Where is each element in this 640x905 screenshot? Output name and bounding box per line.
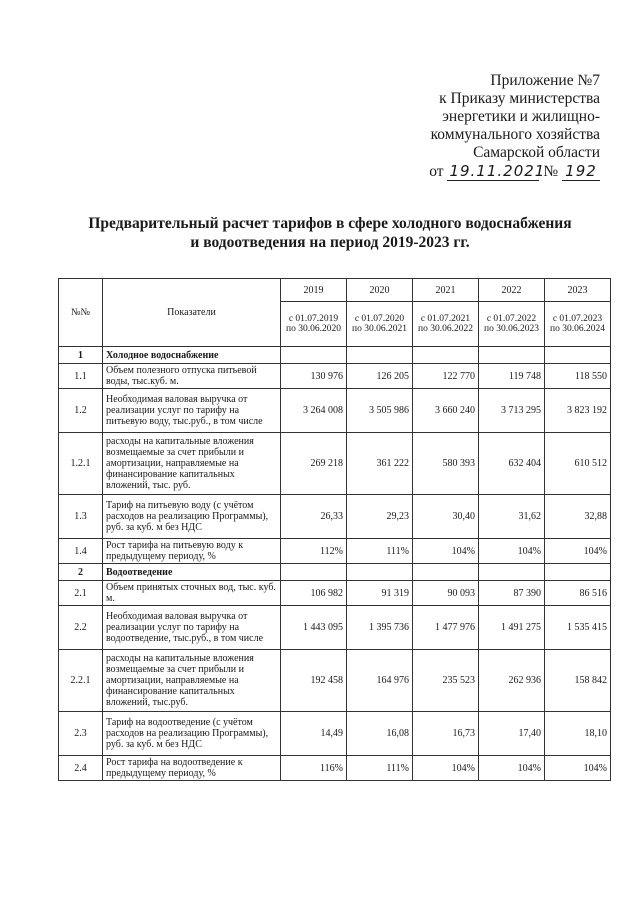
value-cell: 30,40 [413,495,479,539]
indicator-label: расходы на капитальные вложения возмещаемые за счет прибыли и амортизации, направляемые на финансирование капитальных вложений, тыс. руб. [103,433,281,495]
year-header: 2022 [479,279,545,302]
value-cell: 1 491 275 [479,606,545,650]
table-row [59,581,611,606]
tariff-table [58,278,611,781]
handwritten-number: 192 [562,162,600,181]
document-title [60,214,600,252]
value-cell: 90 093 [413,581,479,606]
value-cell: 29,23 [347,495,413,539]
value-cell: 104% [479,539,545,564]
row-number: 2.2.1 [59,650,103,712]
value-cell: 26,33 [281,495,347,539]
period-header: с 01.07.2020 по 30.06.2021 [347,302,413,347]
value-cell: 86 516 [545,581,611,606]
value-cell: 610 512 [545,433,611,495]
row-number: 1.2.1 [59,433,103,495]
ministry-line-2: коммунального хозяйства [430,126,600,143]
period-header: с 01.07.2022 по 30.06.2023 [479,302,545,347]
year-header: 2020 [347,279,413,302]
value-cell: 1 395 736 [347,606,413,650]
indicator-label: Тариф на питьевую воду (с учётом расходов на реализацию Программы), руб. за куб. м без НДС [103,495,281,539]
year-header: 2021 [413,279,479,302]
value-cell: 632 404 [479,433,545,495]
value-cell: 87 390 [479,581,545,606]
value-cell: 112% [281,539,347,564]
period-header: с 01.07.2023 по 30.06.2024 [545,302,611,347]
value-cell: 1 535 415 [545,606,611,650]
region-line: Самарской области [473,144,600,161]
value-cell: 3 505 986 [347,389,413,433]
row-number: 2.3 [59,712,103,756]
value-cell: 269 218 [281,433,347,495]
order-reference-line: к Приказу министерства [439,90,600,107]
appendix-title: Приложение №7 [490,72,600,89]
value-cell: 32,88 [545,495,611,539]
value-cell [281,564,347,581]
row-number: 1.1 [59,364,103,389]
value-cell: 192 458 [281,650,347,712]
value-cell: 111% [347,539,413,564]
value-cell: 3 660 240 [413,389,479,433]
indicator-label: Рост тарифа на питьевую воду к предыдущему периоду, % [103,539,281,564]
value-cell: 1 443 095 [281,606,347,650]
row-number: 2 [59,564,103,581]
row-number: 1.2 [59,389,103,433]
value-cell: 104% [413,539,479,564]
table-row [59,650,611,712]
table-row [59,389,611,433]
title-line-1: Предварительный расчет тарифов в сфере холодного водоснабжения [88,215,572,232]
value-cell: 580 393 [413,433,479,495]
value-cell: 235 523 [413,650,479,712]
table-row [59,712,611,756]
number-label: № [543,163,559,180]
value-cell [347,347,413,364]
row-number: 2.4 [59,756,103,781]
value-cell [479,347,545,364]
table-row [59,539,611,564]
value-cell [545,347,611,364]
row-number: 1.3 [59,495,103,539]
indicator-label: Рост тарифа на водоотведение к предыдущему периоду, % [103,756,281,781]
value-cell: 130 976 [281,364,347,389]
value-cell: 122 770 [413,364,479,389]
section-row [59,347,611,364]
value-cell: 14,49 [281,712,347,756]
value-cell: 104% [545,756,611,781]
table-row [59,364,611,389]
value-cell: 118 550 [545,364,611,389]
value-cell: 91 319 [347,581,413,606]
period-header: с 01.07.2021 по 30.06.2022 [413,302,479,347]
row-number: 1.4 [59,539,103,564]
value-cell: 111% [347,756,413,781]
year-header-row [59,279,611,302]
value-cell: 106 982 [281,581,347,606]
indicator-label: Тариф на водоотведение (с учётом расходов на реализацию Программы), руб. за куб. м без НДС [103,712,281,756]
value-cell: 17,40 [479,712,545,756]
period-header: с 01.07.2019 по 30.06.2020 [281,302,347,347]
year-header: 2023 [545,279,611,302]
value-cell: 104% [545,539,611,564]
value-cell: 164 976 [347,650,413,712]
handwritten-date: 19.11.2021 [449,162,546,180]
value-cell: 1 477 976 [413,606,479,650]
value-cell [413,347,479,364]
indicator-label: Объем полезного отпуска питьевой воды, тыс.куб. м. [103,364,281,389]
table-row [59,433,611,495]
value-cell: 16,08 [347,712,413,756]
row-number: 1 [59,347,103,364]
value-cell: 3 713 295 [479,389,545,433]
value-cell: 104% [413,756,479,781]
row-number: 2.2 [59,606,103,650]
indicator-label: Необходимая валовая выручка от реализации услуг по тарифу на водоотведение, тыс.руб., в том числе [103,606,281,650]
title-line-2: и водоотведения на период 2019-2023 гг. [190,234,470,251]
indicator-label: Холодное водоснабжение [103,347,281,364]
value-cell [545,564,611,581]
value-cell: 104% [479,756,545,781]
indicator-label: расходы на капитальные вложения возмещаемые за счет прибыли и амортизации, направляемые на финансирование капитальных вложений, тыс.руб. [103,650,281,712]
table-row [59,606,611,650]
value-cell: 16,73 [413,712,479,756]
value-cell [347,564,413,581]
row-number: 2.1 [59,581,103,606]
value-cell [281,347,347,364]
ministry-line-1: энергетики и жилищно- [442,108,600,125]
appendix-header [340,72,600,181]
indicator-label: Необходимая валовая выручка от реализации услуг по тарифу на питьевую воду, тыс.руб., в том числе [103,389,281,433]
table-row [59,495,611,539]
value-cell: 3 823 192 [545,389,611,433]
value-cell: 116% [281,756,347,781]
value-cell: 262 936 [479,650,545,712]
number-column-header: №№ [59,279,103,347]
value-cell: 158 842 [545,650,611,712]
section-row [59,564,611,581]
value-cell [479,564,545,581]
year-header: 2019 [281,279,347,302]
value-cell: 361 222 [347,433,413,495]
date-number-line [340,162,600,181]
value-cell: 126 205 [347,364,413,389]
value-cell [413,564,479,581]
value-cell: 18,10 [545,712,611,756]
value-cell: 3 264 008 [281,389,347,433]
value-cell: 119 748 [479,364,545,389]
indicator-label: Объем принятых сточных вод, тыс. куб. м. [103,581,281,606]
value-cell: 31,62 [479,495,545,539]
indicator-label: Водоотведение [103,564,281,581]
from-label: от [429,163,444,180]
indicator-column-header: Показатели [103,279,281,347]
table-row [59,756,611,781]
